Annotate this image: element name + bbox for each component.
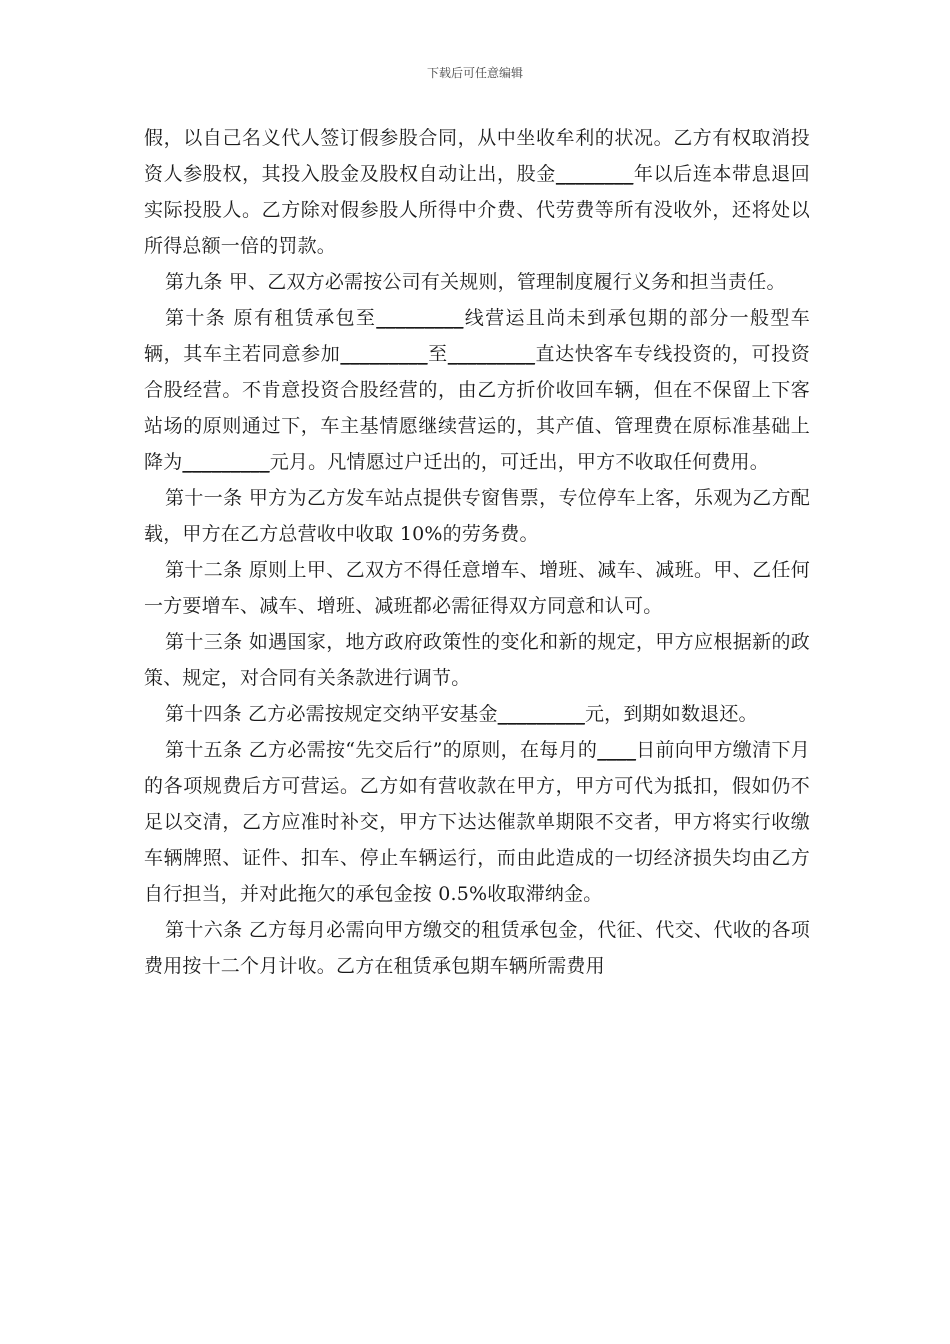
text-segment: 直达快客车专线投资的，可投资合股经营。不肯意投资合股经营的，由乙方折价收回车辆，但在不保留上下客站场的原则通过下，车主基情愿继续营运的，其产值、管理费在原标准基础上降为: [144, 343, 810, 473]
text-segment: 第十四条 乙方必需按规定交纳平安基金: [165, 703, 498, 725]
text-segment: 线营运且尚未到承包期的部分一般型车辆，其车主若同意参加: [144, 307, 810, 365]
article-13: [144, 624, 810, 696]
text-segment: 第十六条 乙方每月必需向甲方缴交的租赁承包金，代征、代交、代收的各项费用按十二个月计收。乙方在租赁承包期车辆所需费用: [144, 919, 810, 977]
text-segment: 第十条 原有租赁承包至: [165, 307, 377, 329]
text-segment: 第十二条 原则上甲、乙双方不得任意增车、增班、减车、减班。甲、乙任何一方要增车、减车、增班、减班都必需征得双方同意和认可。: [144, 559, 810, 617]
article-10: [144, 300, 810, 480]
text-segment: 元，到期如数退还。: [584, 703, 758, 725]
text-segment: 第十五条 乙方必需按“先交后行”的原则，在每月的: [165, 739, 598, 761]
page-header: [0, 66, 950, 80]
text-segment: 至: [427, 343, 448, 365]
article-12: [144, 552, 810, 624]
fill-in-blank: ____: [597, 739, 637, 761]
document-body: [144, 120, 810, 984]
fill-in-blank: _________: [340, 343, 428, 365]
paragraph-continuation: [144, 120, 810, 264]
fill-in-blank: _________: [497, 703, 585, 725]
article-15: [144, 732, 810, 912]
article-9: [144, 264, 810, 300]
text-segment: 第十三条 如遇国家，地方政府政策性的变化和新的规定，甲方应根据新的政策、规定，对合同有关条款进行调节。: [144, 631, 810, 689]
article-11: [144, 480, 810, 552]
text-segment: 第十一条 甲方为乙方发车站点提供专窗售票，专位停车上客，乐观为乙方配载，甲方在乙方总营收中收取 10%的劳务费。: [144, 487, 810, 545]
fill-in-blank: _________: [182, 451, 270, 473]
text-segment: 日前向甲方缴清下月的各项规费后方可营运。乙方如有营收款在甲方，甲方可代为抵扣，假如仍不足以交清，乙方应准时补交，甲方下达达催款单期限不交者，甲方将实行收缴车辆牌照、证件、扣车、停止车辆运行，而由此造成的一切经济损失均由乙方自行担当，并对此拖欠的承包金按 0.5%收取滞纳金。: [144, 739, 810, 905]
fill-in-blank: ________: [555, 163, 634, 185]
text-segment: 假，以自己名义代人签订假参股合同，从中坐收牟利的状况。乙方有权取消投资人参股权，其投入股金及股权自动让出，股金: [144, 127, 810, 185]
text-segment: 元月。凡情愿过户迁出的，可迁出，甲方不收取任何费用。: [269, 451, 769, 473]
text-segment: 第九条 甲、乙双方必需按公司有关规则，管理制度履行义务和担当责任。: [165, 271, 786, 293]
article-16: [144, 912, 810, 984]
fill-in-blank: _________: [447, 343, 536, 365]
text-segment: 年以后连本带息退回实际投股人。乙方除对假参股人所得中介费、代劳费等所有没收外，还将处以所得总额一倍的罚款。: [144, 163, 810, 257]
fill-in-blank: _________: [376, 307, 464, 329]
article-14: [144, 696, 810, 732]
page-header-text: 下载后可任意编辑: [426, 66, 523, 80]
